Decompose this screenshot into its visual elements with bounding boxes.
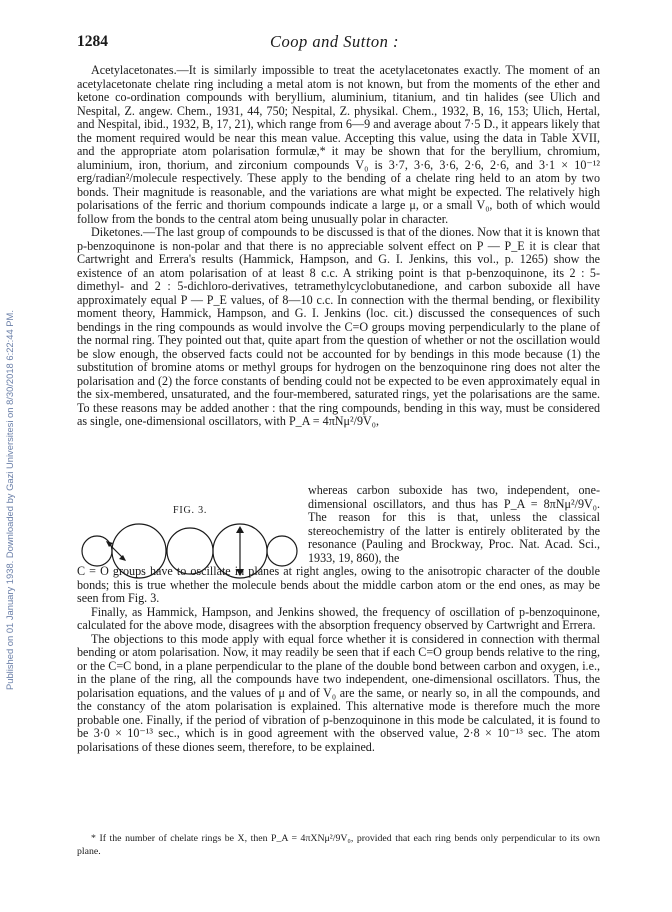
arrow-head-up: [236, 526, 244, 533]
arrow-head-downright: [119, 555, 126, 561]
paragraph-diketones: Diketones.—The last group of compounds to be discussed is that of the diones. Now that it is known that p-benzoquinone is non-polar and that there is no appreciable solvent effect on P — P_E it is clear that Cartwright and Errera's results (Hammick, Hampson, and G. I. Jenkins, this vol., p. 1265) show the existence of an atom polarisation of at least 8 c.c. A striking point is that p-benzoquinone, its 2 : 5-dimethyl- and 2 : 5-dichloro-derivatives, tetramethylcyclobutanedione, and carbon suboxide all have approximately equal P — P_E values, of 8—10 c.c. In connection with the thermal bending, or flexibility moment theory, Hammick, Hampson, and G. I. Jenkins (loc. cit.) discussed the consequences of such bendings in the ring compounds as would involve the C=O groups moving perpendicularly to the plane of the normal ring. They pointed out that, quite apart from the question of whether or not the oscillation would be slow enough, the observed facts could not be accounted for by bendings in this mode because (1) the substitution of bromine atoms or methyl groups for hydrogen on the benzoquinone ring does not alter the polarisation and (2) the force constants of bending could not be expected to be even approximately equal in the six-membered, unsaturated, and the four-membered, saturated rings, yet the polarisations are the same. To these reasons may be added another : that the ring compounds, bending in this way, must be considered as single, one-dimensional oscillators, with P_A = 4πNμ²/9V₀,: [77, 225, 600, 428]
body-text-top: [77, 64, 600, 429]
paragraph-objections: The objections to this mode apply with equal force whether it is considered in connection with thermal bending or atom polarisation. Now, it may readily be seen that if each C=O group bends relative to the ring, or the C=C bond, in a plane perpendicular to the plane of the double bond between carbon and oxygen, i.e., in the plane of the ring, all the compounds have two independent, one-dimensional oscillators. Thus, the polarisation equations, and the values of μ and of V₀ are the same, or nearly so, in all the compounds, and the constancy of the atom polarisation is explained. This alternative mode is therefore much the more probable one. Finally, if the period of vibration of p-benzoquinone in this mode be calculated, it is found to be 3·0 × 10⁻¹³ sec., which is in good agreement with the observed value, 2·8 × 10⁻¹³ sec. The atom polarisations of these diones seem, therefore, to be explained.: [77, 631, 600, 754]
page-number: 1284: [77, 33, 108, 50]
oxygen-left: [82, 536, 112, 566]
paragraph-diketones-continued: C = O groups have to oscillate in planes at right angles, owing to the anisotropic character of the double bonds; this is true whether the molecule bends about the middle carbon atom or the end ones, as may be seen from Fig. 3.: [77, 564, 600, 605]
body-text-wrap: whereas carbon suboxide has two, independent, one-dimensional oscillators, and thus has P_A = 8πNμ²/9V₀. The reason for this is that, unless the classical stereochemistry of the latter is entirely obliterated by the resonance (Pauling and Brockway, Proc. Nat. Acad. Sci., 1933, 19, 860), the: [308, 483, 600, 565]
download-notice-text: Published on 01 January 1938. Downloaded by Gazi Universitesi on 8/30/2018 6:22:44 PM.: [4, 310, 15, 690]
paragraph-frequency: Finally, as Hammick, Hampson, and Jenkins showed, the frequency of oscillation of p-benzoquinone, calculated for the above mode, disagrees with the absorption frequency observed by Cartwright and Errera.: [77, 604, 600, 632]
download-notice: [2, 150, 18, 690]
oxygen-right: [267, 536, 297, 566]
paragraph-acetylacetonates: Acetylacetonates.—It is similarly impossible to treat the acetylacetonates exactly. The moment of an acetylacetonate chelate ring including a metal atom is not known, but from the moments of the ether and ketone co-ordination compounds with beryllium, aluminium, titanium, and tin halides (see Ulich and Nespital, Z. angew. Chem., 1931, 44, 750; Nespital, Z. physikal. Chem., 1932, B, 16, 153; Ulich, Hertal, and Nespital, ibid., 1932, B, 17, 21), which range from 6—9 and average about 7·5 D., it appears likely that the moment required would be near this mean value. Accepting this value, using the data in Table XVII, and the appropriate atom polarisation formulæ,* it may be shown that for the beryllium, chromium, aluminium, iron, thorium, and zirconium compounds V₀ is 3·7, 3·6, 3·6, 2·6, 2·6, and 3·1 × 10⁻¹² erg/radian²/molecule respectively. These apply to the bending of a chelate ring held to an atom by two bonds. Their magnitude is reasonable, and the variations are what might be expected. The relatively high polarisations of the ferric and thorium compounds indicate a large μ, or a small V₀, both of which would follow from the bonds to the central atom being unusually polar in character.: [77, 63, 600, 226]
figure-label: FIG. 3.: [173, 505, 208, 516]
running-head: Coop and Sutton :: [270, 32, 400, 51]
footnote: * If the number of chelate rings be X, then P_A = 4πXNμ²/9V₀, provided that each ring bends only perpendicular to its own plane.: [77, 833, 600, 857]
body-text-bottom: [77, 565, 600, 754]
